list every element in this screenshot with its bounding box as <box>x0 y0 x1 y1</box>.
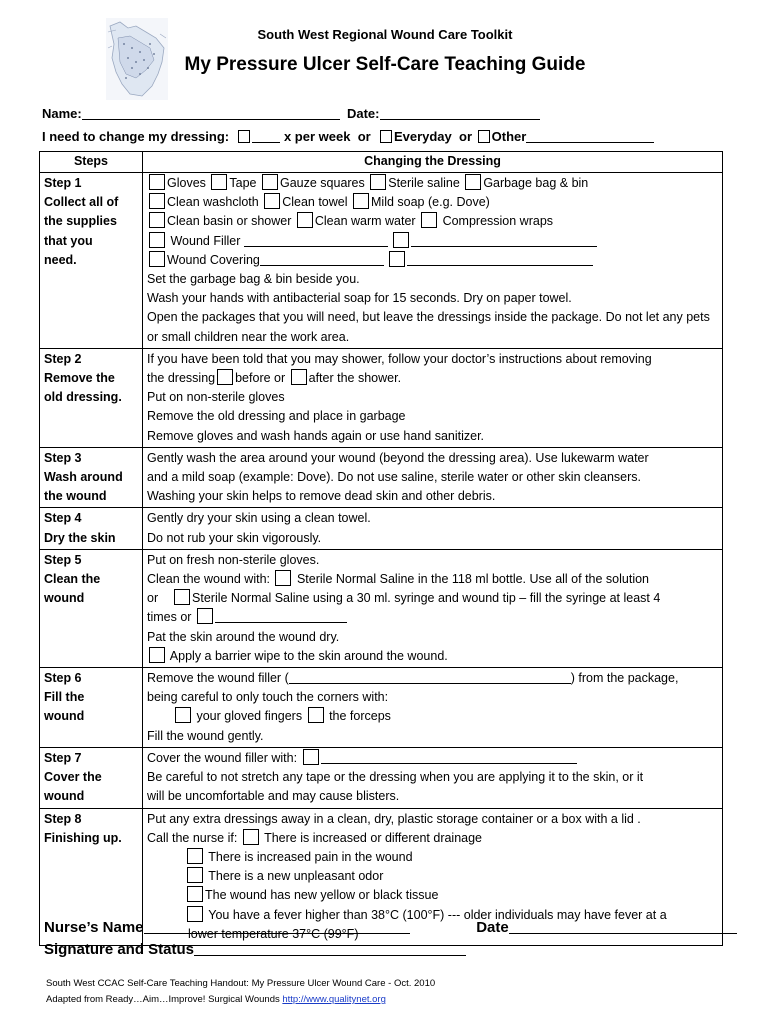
tissue-label: The wound has new yellow or black tissue <box>205 888 439 903</box>
change-frequency-line <box>42 129 654 144</box>
instruction-line: Put on fresh non-sterile gloves. <box>147 552 320 567</box>
signature-line <box>44 940 466 958</box>
step-content-cell <box>143 508 723 549</box>
fever-label: You have a fever higher than 38°C (100°F) --- older individuals may have fever at a <box>208 907 667 922</box>
instruction-line: Put any extra dressings away in a clean, dry, plastic storage container or a box with a lid . <box>147 811 641 826</box>
instruction-line: Do not rub your skin vigorously. <box>147 530 322 545</box>
instruction-line: Set the garbage bag & bin beside you. <box>147 272 360 287</box>
washcloth-label: Clean washcloth <box>167 195 259 210</box>
cover-field[interactable] <box>321 750 577 764</box>
gloved-fingers-label: your gloved fingers <box>196 709 303 724</box>
step-title: wound <box>44 789 85 804</box>
step-title: old dressing. <box>44 390 122 405</box>
covering-label: Wound Covering <box>167 252 260 267</box>
instruction-line: lower temperature 37°C (99°F) <box>188 926 359 941</box>
drainage-checkbox[interactable] <box>243 829 259 845</box>
step-number: Step 8 <box>44 811 82 826</box>
instruction-line <box>147 570 718 589</box>
step-row <box>40 668 723 748</box>
covering-field[interactable] <box>260 252 384 266</box>
instruction-line: Washing your skin helps to remove dead skin and other debris. <box>147 489 496 504</box>
covering-checkbox[interactable] <box>149 251 165 267</box>
instruction-line: Remove the old dressing and place in garbage <box>147 409 406 424</box>
instruction-line: Be careful to not stretch any tape or the dressing when you are applying it to the skin, or it <box>147 770 644 785</box>
organization-header: South West Regional Wound Care Toolkit <box>257 27 513 42</box>
other-label: Other <box>491 129 527 144</box>
instruction-line: being careful to only touch the corners with: <box>147 690 389 705</box>
step-row <box>40 747 723 808</box>
soap-label: Mild soap (e.g. Dove) <box>371 195 490 210</box>
step-number: Step 2 <box>44 351 82 366</box>
name-date-line <box>42 106 540 121</box>
instruction-line: Put on non-sterile gloves <box>147 390 285 405</box>
step-row <box>40 173 723 349</box>
gloved-fingers-checkbox[interactable] <box>175 707 191 723</box>
saline-checkbox[interactable] <box>370 174 386 190</box>
or-label: or <box>459 129 472 144</box>
saline-syringe-checkbox[interactable] <box>174 589 190 605</box>
compression-checkbox[interactable] <box>421 212 437 228</box>
signature-field[interactable] <box>194 940 466 956</box>
warm-water-label: Clean warm water <box>314 214 416 229</box>
gauze-label: Gauze squares <box>279 176 365 190</box>
step-title-cell <box>40 173 143 349</box>
instruction-line <box>147 647 718 666</box>
tape-label: Tape <box>229 176 257 190</box>
step-title: Cover the <box>44 770 102 785</box>
forceps-label: the forceps <box>329 709 391 724</box>
other-checkbox[interactable] <box>478 130 490 143</box>
date-field[interactable] <box>380 106 540 120</box>
step-title: Finishing up. <box>44 830 122 845</box>
cover-checkbox[interactable] <box>303 749 319 765</box>
step-title: the wound <box>44 489 107 504</box>
instruction-line <box>147 707 718 726</box>
basin-label: Clean basin or shower <box>167 214 292 229</box>
saline-bottle-label: Sterile Normal Saline in the 118 ml bottle. Use all of the solution <box>296 572 650 587</box>
instruction-line: Wash your hands with antibacterial soap for 15 seconds. Dry on paper towel. <box>147 291 572 306</box>
gloves-checkbox[interactable] <box>149 174 165 190</box>
everyday-checkbox[interactable] <box>380 130 392 143</box>
table-header-row <box>40 152 723 173</box>
supplies-row <box>147 174 718 193</box>
filler-extra-checkbox[interactable] <box>393 232 409 248</box>
warm-water-checkbox[interactable] <box>297 212 313 228</box>
step-title: Remove the <box>44 371 115 386</box>
step-content-cell <box>143 173 723 349</box>
signoff-date-label: Date <box>476 919 509 936</box>
gloves-label: Gloves <box>167 176 206 190</box>
step-content-cell <box>143 668 723 748</box>
date-label: Date: <box>346 106 380 121</box>
supplies-row <box>147 212 718 231</box>
pain-checkbox[interactable] <box>187 848 203 864</box>
instruction-text: times or <box>147 610 192 625</box>
instruction-line <box>147 829 718 848</box>
saline-label: Sterile saline <box>388 176 460 190</box>
barrier-wipe-checkbox[interactable] <box>149 647 165 663</box>
odor-checkbox[interactable] <box>187 867 203 883</box>
instruction-line <box>147 608 718 627</box>
step-title: Collect all of <box>44 195 119 210</box>
instruction-text: the dressing <box>147 371 216 386</box>
step-number: Step 7 <box>44 750 82 765</box>
step-title-cell <box>40 348 143 447</box>
footer-text: South West CCAC Self-Care Teaching Handout: My Pressure Ulcer Wound Care - Oct. 2010 <box>46 978 436 989</box>
covering-extra-checkbox[interactable] <box>389 251 405 267</box>
step-title-cell <box>40 508 143 549</box>
instruction-line: and a mild soap (example: Dove). Do not use saline, sterile water or other skin cleansers. <box>147 470 641 485</box>
page-title: My Pressure Ulcer Self-Care Teaching Guide <box>184 54 586 75</box>
instruction-line: Remove gloves and wash hands again or use hand sanitizer. <box>147 428 485 443</box>
instruction-line <box>147 867 718 886</box>
instruction-text: ) from the package, <box>570 671 679 686</box>
other-cleanser-checkbox[interactable] <box>197 608 213 624</box>
step-number: Step 3 <box>44 450 82 465</box>
nurse-name-line <box>44 918 737 936</box>
saline-syringe-label: Sterile Normal Saline using a 30 ml. syringe and wound tip – fill the syringe at least 4 <box>192 591 661 606</box>
step-title: Clean the <box>44 572 101 587</box>
supplies-row <box>147 193 718 212</box>
per-week-label: x per week <box>283 129 351 144</box>
after-shower-label: after the shower. <box>308 371 402 386</box>
step-number: Step 4 <box>44 511 82 526</box>
forceps-checkbox[interactable] <box>308 707 324 723</box>
step-title: need. <box>44 252 77 267</box>
other-field[interactable] <box>526 129 654 143</box>
instruction-text: Cover the wound filler with: <box>147 750 298 765</box>
nurse-name-field[interactable] <box>144 918 410 934</box>
instruction-line <box>147 669 718 688</box>
step-title-cell <box>40 447 143 508</box>
instruction-line: Open the packages that you will need, but leave the dressings inside the package. Do not let any pets or small children near the work area. <box>147 310 710 344</box>
basin-checkbox[interactable] <box>149 212 165 228</box>
supplies-row <box>147 232 718 251</box>
towel-checkbox[interactable] <box>264 193 280 209</box>
drainage-label: There is increased or different drainage <box>264 830 483 845</box>
garbage-label: Garbage bag & bin <box>483 176 589 190</box>
instruction-line: If you have been told that you may shower, follow your doctor’s instructions about removing <box>147 351 652 366</box>
instruction-line: will be uncomfortable and may cause blisters. <box>147 789 400 804</box>
instruction-line: Fill the wound gently. <box>147 728 264 743</box>
name-field[interactable] <box>82 106 340 120</box>
odor-label: There is a new unpleasant odor <box>208 869 384 884</box>
instruction-line: Gently dry your skin using a clean towel. <box>147 511 371 526</box>
covering-extra-field[interactable] <box>407 252 593 266</box>
barrier-wipe-label: Apply a barrier wipe to the skin around the wound. <box>169 648 448 663</box>
or-label: or <box>357 129 371 144</box>
after-shower-checkbox[interactable] <box>291 369 307 385</box>
step-title: Dry the skin <box>44 530 116 545</box>
tape-checkbox[interactable] <box>211 174 227 190</box>
step-title-cell <box>40 549 143 667</box>
step-number: Step 1 <box>44 176 82 190</box>
filler-label: Wound Filler <box>170 233 241 248</box>
saline-bottle-checkbox[interactable] <box>275 570 291 586</box>
step-title: Wash around <box>44 470 123 485</box>
before-shower-checkbox[interactable] <box>217 369 233 385</box>
step-number: Step 5 <box>44 552 82 567</box>
step-row <box>40 508 723 549</box>
per-week-checkbox[interactable] <box>238 130 250 143</box>
footer-link[interactable]: http://www.qualitynet.org <box>282 994 386 1005</box>
compression-label: Compression wraps <box>442 214 554 229</box>
step-row <box>40 549 723 667</box>
step-content-cell <box>143 447 723 508</box>
step-title: the supplies <box>44 214 117 229</box>
step-title: wound <box>44 709 85 724</box>
filler-checkbox[interactable] <box>149 232 165 248</box>
step-number: Step 6 <box>44 671 82 686</box>
per-week-count-field[interactable] <box>252 129 280 143</box>
step-content-cell <box>143 348 723 447</box>
steps-table <box>39 151 723 946</box>
instruction-line <box>147 848 718 867</box>
gauze-checkbox[interactable] <box>262 174 278 190</box>
towel-label: Clean towel <box>282 195 348 210</box>
nurse-name-label: Nurse’s Name <box>44 919 144 936</box>
pain-label: There is increased pain in the wound <box>208 849 413 864</box>
filler-extra-field[interactable] <box>411 233 597 247</box>
step-title: wound <box>44 591 85 606</box>
steps-column-header: Steps <box>40 152 143 173</box>
everyday-label: Everyday <box>393 129 452 144</box>
instruction-line <box>147 749 718 768</box>
footer-credit-text: Adapted from Ready…Aim…Improve! Surgical Wounds <box>46 994 280 1005</box>
instruction-text: Clean the wound with: <box>147 572 270 587</box>
step-content-cell <box>143 747 723 808</box>
instruction-text: or <box>147 591 159 606</box>
instruction-line: Pat the skin around the wound dry. <box>147 629 340 644</box>
instruction-line <box>147 886 718 905</box>
instruction-line: Gently wash the area around your wound (beyond the dressing area). Use lukewarm water <box>147 450 649 465</box>
supplies-row <box>147 251 718 270</box>
step-title: that you <box>44 233 93 248</box>
step-row <box>40 348 723 447</box>
step-row <box>40 447 723 508</box>
step-title: Fill the <box>44 690 85 705</box>
signature-label: Signature and Status <box>44 941 195 958</box>
change-label: I need to change my dressing: <box>42 129 230 144</box>
footer-credit <box>46 994 386 1005</box>
instruction-line <box>147 369 718 388</box>
other-cleanser-field[interactable] <box>215 609 347 623</box>
before-shower-label: before or <box>235 371 286 386</box>
instruction-text: Remove the wound filler ( <box>147 671 289 686</box>
garbage-checkbox[interactable] <box>465 174 481 190</box>
instruction-line <box>147 589 718 608</box>
instruction-text: Call the nurse if: <box>147 830 238 845</box>
name-label: Name: <box>42 106 82 121</box>
signoff-date-field[interactable] <box>509 918 737 934</box>
step-title-cell <box>40 668 143 748</box>
tissue-checkbox[interactable] <box>187 886 203 902</box>
changing-column-header: Changing the Dressing <box>143 152 723 173</box>
step-content-cell <box>143 549 723 667</box>
soap-checkbox[interactable] <box>353 193 369 209</box>
filler-field[interactable] <box>244 233 388 247</box>
washcloth-checkbox[interactable] <box>149 193 165 209</box>
step-title-cell <box>40 747 143 808</box>
wound-filler-field[interactable] <box>289 670 571 684</box>
